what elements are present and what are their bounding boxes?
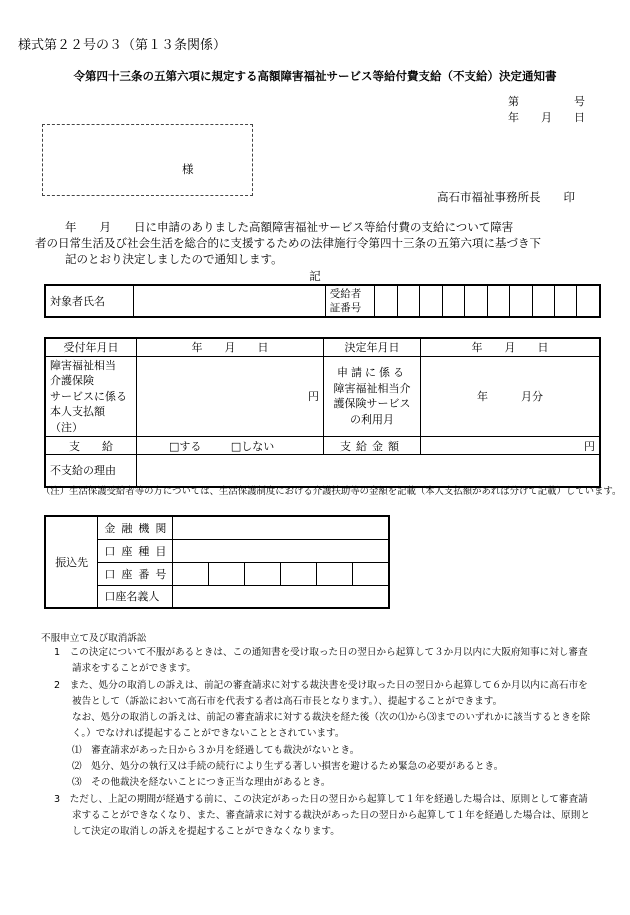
- account-digit-cell[interactable]: [173, 562, 209, 585]
- details-table: [44, 337, 601, 488]
- document-date: 年 月 日: [508, 111, 585, 124]
- option-nopay-checkbox[interactable]: □しない: [230, 439, 275, 453]
- payment-amount-label: 支給金額: [324, 437, 421, 455]
- footnote: （注）生活保護受給者等の方については、生活保護制度における介護扶助等の金額を記載（本人支払額があれば分けて記載）しています。: [41, 486, 622, 497]
- appeal-item: 3 ただし、上記の期間が経過する前に、この決定があった日の翌日から起算して１年を経過した場合は、原則として審査請求することができなくなり、また、審査請求に対する裁決があった日の翌日から起算して１年を経過した場合は、原則として決定の取消しの訴えを提起することができなくなります。: [54, 793, 590, 838]
- intro-text: [35, 219, 565, 267]
- appeal-section: [54, 645, 594, 841]
- usage-month-label: [324, 356, 421, 437]
- subject-name-label: 対象者氏名: [45, 285, 134, 317]
- appeal-subitem: ⑵ 処分、処分の執行又は手続の続行により生ずる著しい損害を避けるため緊急の必要があるとき。: [72, 761, 504, 773]
- appeal-heading: 不服申立て及び取消訴訟: [41, 633, 147, 644]
- appeal-item: なお、処分の取消しの訴えは、前記の審査請求に対する裁決を経た後（次の⑴から⑶までのいずれかに該当するときを除く。）でなければ提起することができないこととされています。: [72, 712, 591, 740]
- received-date-label: 受付年月日: [45, 338, 137, 356]
- account-digit-cell[interactable]: [353, 562, 389, 585]
- usage-month-label-line: 申請に係る: [337, 366, 407, 380]
- cert-label-line1: 受給者: [329, 288, 362, 300]
- appeal-item: 2 また、処分の取消しの訴えは、前記の審査請求に対する裁決書を受け取った日の翌日から起算して６か月以内に高石市を被告として（訴訟において高石市を代表する者は高石市長となります。）、提起することができます。: [54, 679, 588, 707]
- cert-digit-cell[interactable]: [420, 285, 442, 317]
- bank-label: 金融機関: [98, 516, 173, 539]
- subject-table: [44, 284, 601, 318]
- document-number: 第 号: [508, 95, 585, 108]
- payment-amount-field[interactable]: [421, 437, 601, 455]
- cert-digit-cell[interactable]: [554, 285, 576, 317]
- account-holder-field[interactable]: [173, 585, 389, 608]
- appeal-item: 1 この決定について不服があるときは、この通知書を受け取った日の翌日から起算して３か月以内に大阪府知事に対し審査請求をすることができます。: [54, 647, 588, 675]
- cert-digit-cell[interactable]: [375, 285, 397, 317]
- bank-field[interactable]: [173, 516, 389, 539]
- form-id: 様式第２２号の３（第１３条関係）: [18, 38, 227, 53]
- yen-unit: 円: [308, 390, 319, 404]
- usage-month-label-line: 護保険サービス: [333, 397, 411, 411]
- cert-digit-cell[interactable]: [442, 285, 464, 317]
- cert-digit-cell[interactable]: [532, 285, 554, 317]
- cert-number-label: [325, 285, 375, 317]
- cert-digit-cell[interactable]: [510, 285, 532, 317]
- document-title: 令第四十三条の五第六項に規定する高額障害福祉サービス等給付費支給（不支給）決定通知書: [73, 69, 557, 83]
- nonpay-reason-label: 不支給の理由: [45, 455, 137, 487]
- decision-date-value[interactable]: 年 月 日: [421, 338, 601, 356]
- ki-heading: 記: [309, 269, 321, 283]
- account-digit-cell[interactable]: [281, 562, 317, 585]
- copay-label: [45, 356, 137, 437]
- intro-line: 記のとおり決定しましたので通知します。: [65, 252, 283, 266]
- account-digit-cell[interactable]: [317, 562, 353, 585]
- cert-digit-cell[interactable]: [397, 285, 419, 317]
- account-holder-label: 口座名義人: [98, 585, 173, 608]
- cert-digit-cell[interactable]: [487, 285, 509, 317]
- intro-line: 年 月 日に申請のありました高額障害福祉サービス等給付費の支給について障害: [65, 220, 514, 234]
- cert-digit-cell[interactable]: [577, 285, 600, 317]
- account-digit-cell[interactable]: [209, 562, 245, 585]
- addressee-box: [42, 124, 253, 196]
- account-type-label: 口座種目: [98, 539, 173, 562]
- received-date-value[interactable]: 年 月 日: [137, 338, 324, 356]
- cert-digit-cell[interactable]: [465, 285, 487, 317]
- intro-line: 者の日常生活及び社会生活を総合的に支援するための法律施行令第四十三条の五第六項に基づき下: [35, 236, 541, 250]
- subject-name-field[interactable]: [134, 285, 326, 317]
- appeal-subitem: ⑴ 審査請求があった日から３か月を経過しても裁決がないとき。: [72, 744, 360, 756]
- copay-amount-field[interactable]: [137, 356, 324, 437]
- account-number-label: 口座番号: [98, 562, 173, 585]
- issuer: 高石市福祉事務所長 印: [437, 190, 575, 204]
- payment-amount-unit: 円: [584, 439, 595, 453]
- account-type-field[interactable]: [173, 539, 389, 562]
- copay-label-line: 本人支払額（注）: [50, 405, 105, 434]
- account-digit-cell[interactable]: [245, 562, 281, 585]
- usage-month-value[interactable]: 年 月分: [421, 356, 601, 437]
- payment-label: 支 給: [45, 437, 137, 455]
- transfer-label: 振込先: [45, 516, 98, 608]
- decision-date-label: 決定年月日: [324, 338, 421, 356]
- copay-label-line: 介護保険: [50, 374, 94, 387]
- payment-options: [137, 437, 324, 455]
- transfer-table: [44, 515, 390, 609]
- copay-label-line: サービスに係る: [50, 389, 127, 403]
- copay-label-line: 障害福祉相当: [50, 358, 116, 372]
- option-pay-checkbox[interactable]: □する: [169, 439, 202, 453]
- appeal-subitem: ⑶ その他裁決を経ないことにつき正当な理由があるとき。: [72, 777, 331, 789]
- nonpay-reason-field[interactable]: [137, 455, 601, 487]
- usage-month-label-line: 障害福祉相当介: [333, 381, 411, 395]
- cert-label-line2: 証番号: [329, 302, 362, 314]
- usage-month-label-line: の利用月: [350, 412, 394, 426]
- addressee-suffix: 様: [182, 162, 194, 176]
